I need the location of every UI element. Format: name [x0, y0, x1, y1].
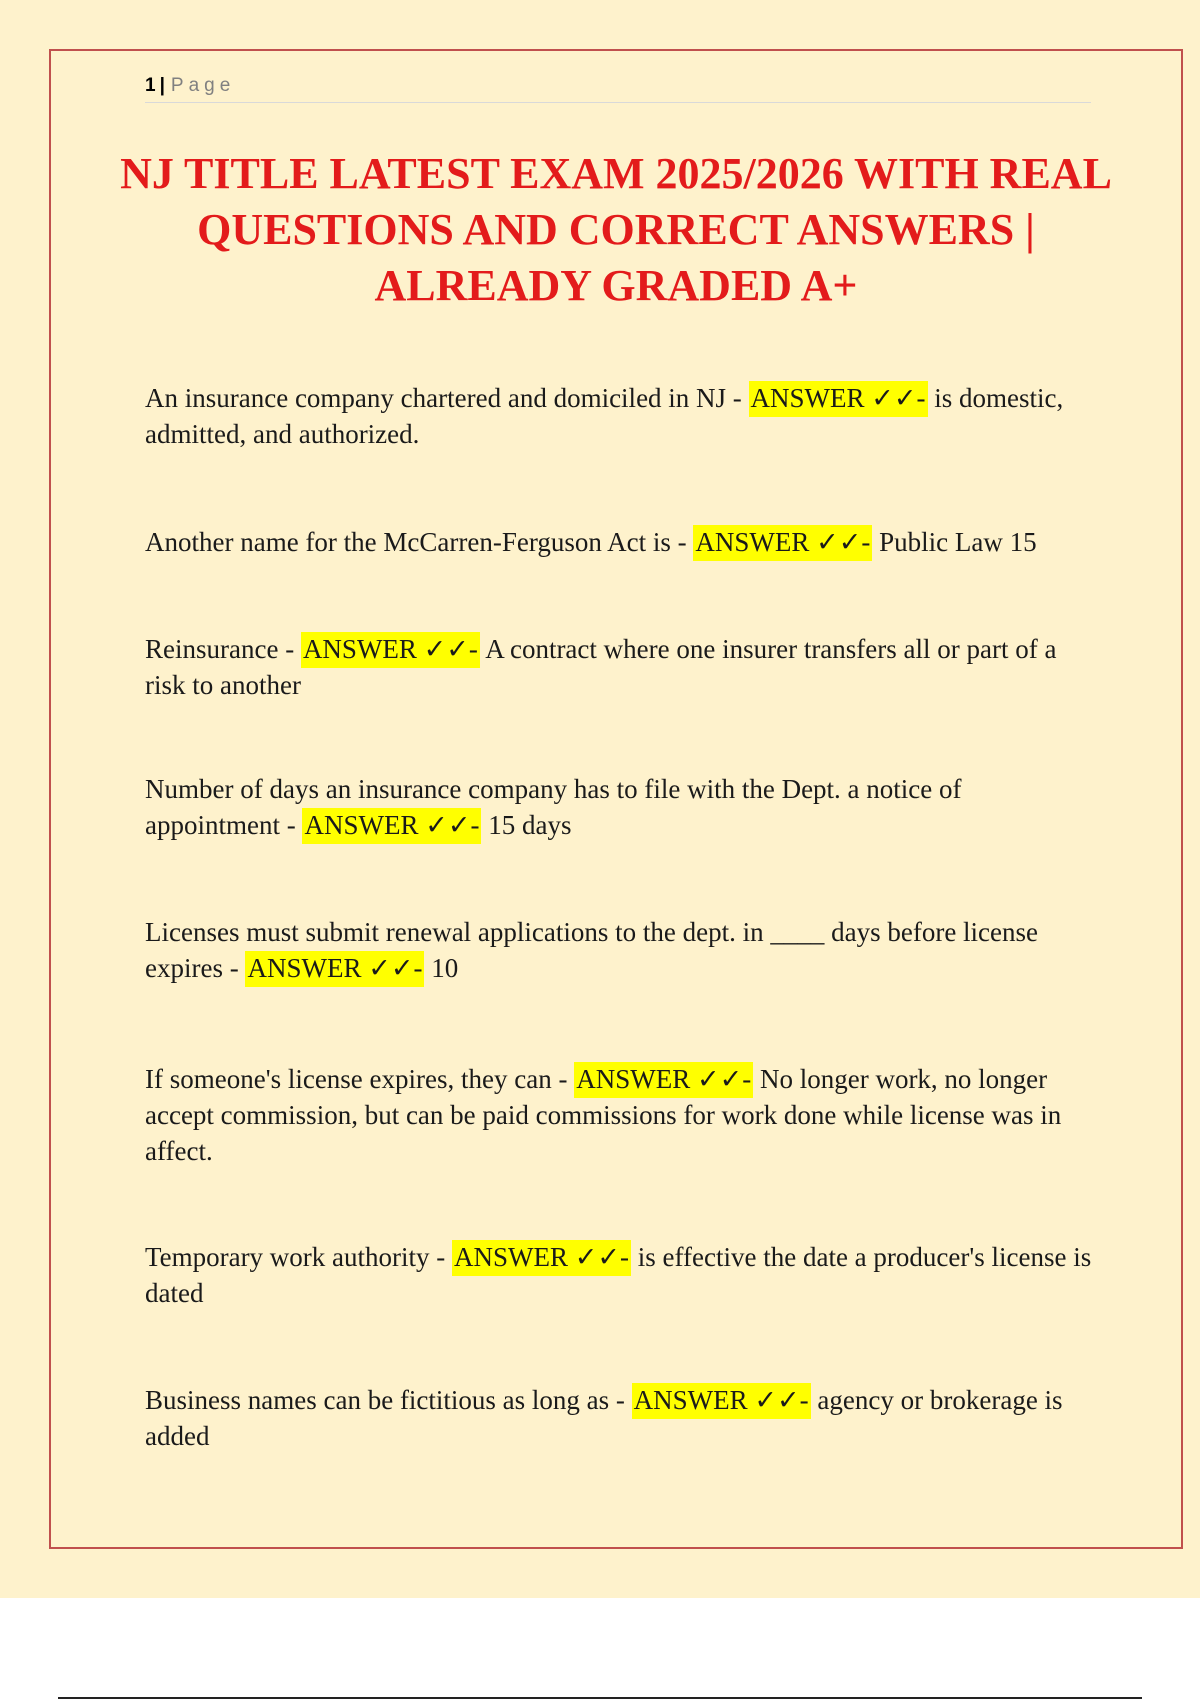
- question-text: Temporary work authority -: [145, 1242, 453, 1272]
- answer-text: agency or brokerage is added: [145, 1385, 1063, 1451]
- answer-highlight: ANSWER ✓✓-: [749, 381, 928, 417]
- document-title: NJ TITLE LATEST EXAM 2025/2026 WITH REAL QUESTIONS AND CORRECT ANSWERS | ALREADY GRADED A+: [120, 149, 1112, 310]
- answer-highlight: ANSWER ✓✓-: [693, 525, 872, 561]
- answer-text: No longer work, no longer accept commission, but can be paid commissions for work done while license was in affect.: [145, 1064, 1062, 1166]
- question-text: Licenses must submit renewal applications to the dept. in ____ days before license expires -: [145, 917, 1039, 983]
- question-text: Business names can be fictitious as long as -: [145, 1385, 632, 1415]
- answer-text: A contract where one insurer transfers all or part of a risk to another: [145, 634, 1057, 700]
- answer-highlight: ANSWER ✓✓-: [301, 632, 480, 668]
- page-number: 1: [145, 75, 156, 96]
- header-separator: |: [159, 75, 165, 96]
- qa-item: [145, 380, 1095, 452]
- answer-text: 10: [424, 953, 459, 983]
- question-text: If someone's license expires, they can -: [145, 1064, 575, 1094]
- qa-item: [145, 914, 1095, 986]
- answer-text: Public Law 15: [872, 527, 1037, 557]
- qa-item: [145, 524, 1095, 560]
- qa-item: [145, 1239, 1095, 1311]
- answer-highlight: ANSWER ✓✓-: [632, 1383, 811, 1419]
- question-text: Reinsurance -: [145, 634, 301, 664]
- qa-item: [145, 771, 1095, 843]
- answer-highlight: ANSWER ✓✓-: [302, 808, 481, 844]
- answer-text: is domestic, admitted, and authorized.: [145, 383, 1064, 449]
- answer-text: 15 days: [481, 810, 572, 840]
- question-text: An insurance company chartered and domiciled in NJ -: [145, 383, 749, 413]
- page-header: [145, 72, 1091, 103]
- answer-highlight: ANSWER ✓✓-: [245, 951, 424, 987]
- qa-item: [145, 1061, 1095, 1169]
- question-text: Another name for the McCarren-Ferguson Act is -: [145, 527, 694, 557]
- page-label: Page: [170, 75, 236, 96]
- qa-item: [145, 1382, 1095, 1454]
- footer-divider: [58, 1697, 1142, 1699]
- answer-highlight: ANSWER ✓✓-: [452, 1240, 631, 1276]
- answer-highlight: ANSWER ✓✓-: [574, 1062, 753, 1098]
- question-text: Number of days an insurance company has to file with the Dept. a notice of appointment -: [145, 774, 962, 840]
- answer-text: is effective the date a producer's license is dated: [145, 1242, 1092, 1308]
- qa-item: [145, 631, 1095, 703]
